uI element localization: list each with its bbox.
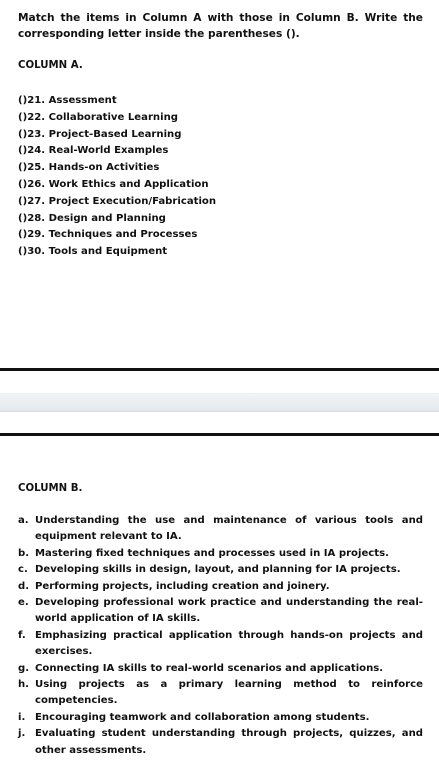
column-a-item: ()28. Design and Planning xyxy=(18,212,166,224)
column-b-item-text: Performing projects, including creation and joinery. xyxy=(35,580,330,592)
column-b-item-text: Evaluating student understanding through projects, quizzes, and other assessments. xyxy=(35,728,423,756)
column-b-list xyxy=(18,513,423,759)
column-a-item: ()24. Real-World Examples xyxy=(18,145,169,157)
column-b-item-letter: b. xyxy=(18,547,30,559)
column-a-item: ()30. Tools and Equipment xyxy=(18,246,168,258)
column-b-item-letter: c. xyxy=(18,564,28,576)
column-a-item: ()23. Project-Based Learning xyxy=(18,128,182,140)
column-a-item: ()25. Hands-on Activities xyxy=(18,162,160,174)
column-b-item xyxy=(18,661,423,677)
column-b-item xyxy=(18,513,423,546)
column-b-item xyxy=(18,579,423,595)
column-b-item xyxy=(18,710,423,726)
column-b-item xyxy=(18,562,423,578)
column-b-item-text: Connecting IA skills to real-world scenarios and applications. xyxy=(35,662,384,674)
column-a-item: ()26. Work Ethics and Application xyxy=(18,178,209,190)
column-a-item: ()27. Project Execution/Fabrication xyxy=(18,195,217,207)
column-a-heading: COLUMN A. xyxy=(18,60,83,71)
column-b-item xyxy=(18,628,423,661)
column-a-item: ()29. Techniques and Processes xyxy=(18,229,198,241)
column-b-item xyxy=(18,595,423,628)
column-b-item-letter: j. xyxy=(18,728,26,740)
column-b-item-text: Developing skills in design, layout, and planning for IA projects. xyxy=(35,564,401,576)
column-b-item-letter: h. xyxy=(18,679,30,691)
column-b-item-letter: d. xyxy=(18,580,30,592)
column-b-item-letter: i. xyxy=(18,711,26,723)
instructions-text: Match the items in Column A with those in Column B. Write the corresponding letter inside the parentheses (). xyxy=(18,12,423,40)
column-b-item-text: Emphasizing practical application through hands-on projects and exercises. xyxy=(35,629,423,658)
column-b-item-letter: a. xyxy=(18,515,29,526)
column-b-heading: COLUMN B. xyxy=(18,483,83,494)
column-b-item-text: Encouraging teamwork and collaboration among students. xyxy=(35,711,370,723)
column-b-item-letter: f. xyxy=(18,629,26,641)
column-b-item-text: Using projects as a primary learning method to reinforce competencies. xyxy=(35,679,423,707)
column-b-item xyxy=(18,726,423,759)
column-a-list xyxy=(18,93,216,261)
column-b-item-text: Developing professional work practice and understanding the real-world application of IA skills. xyxy=(35,597,423,625)
column-b-item-text: Understanding the use and maintenance of various tools and equipment relevant to IA. xyxy=(35,515,423,543)
column-b-item xyxy=(18,546,423,562)
column-b-item xyxy=(18,677,423,710)
page-break-bottom-rule xyxy=(0,433,439,436)
column-a-item: ()22. Collaborative Learning xyxy=(18,111,178,123)
column-b-item-text: Mastering fixed techniques and processes used in IA projects. xyxy=(35,547,389,559)
page-break-gap xyxy=(0,393,439,412)
column-a-item: ()21. Assessment xyxy=(18,95,117,106)
page-break-top-rule xyxy=(0,368,439,371)
column-b-item-letter: g. xyxy=(18,662,30,674)
column-b-item-letter: e. xyxy=(18,597,29,609)
